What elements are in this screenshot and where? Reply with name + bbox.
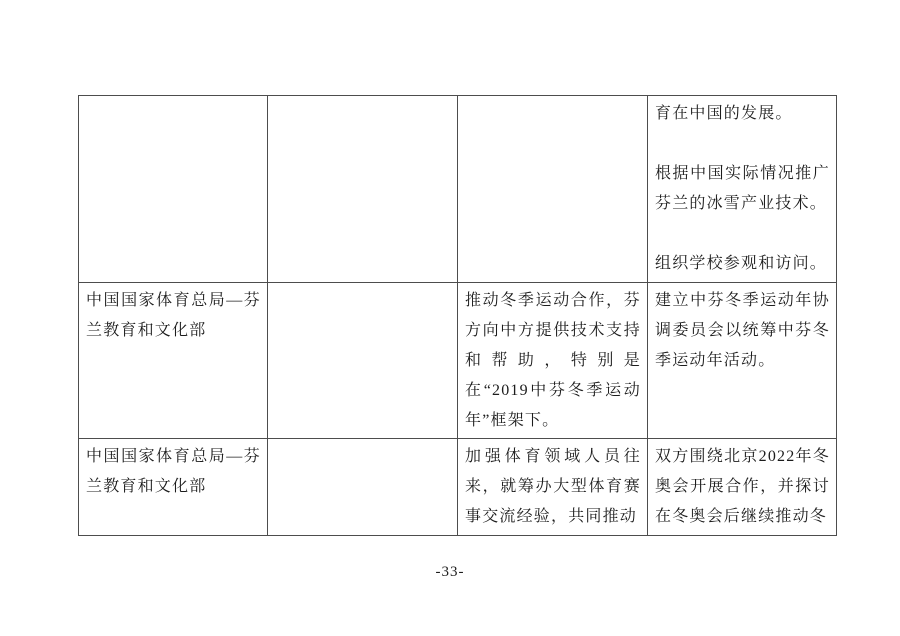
paragraph: 加强体育领域人员往来，就筹办大型体育赛事交流经验，共同推动 bbox=[465, 448, 641, 525]
cell-content bbox=[458, 283, 648, 439]
table-row bbox=[79, 283, 837, 439]
cell-parties bbox=[79, 283, 268, 439]
cell-content bbox=[648, 439, 837, 536]
table-row bbox=[79, 96, 837, 283]
cooperation-table bbox=[78, 95, 837, 536]
cell-empty bbox=[268, 283, 458, 439]
cell-content bbox=[458, 96, 648, 283]
paragraph: 根据中国实际情况推广芬兰的冰雪产业技术。 bbox=[655, 165, 830, 212]
paragraph: 双方围绕北京2022年冬奥会开展合作，并探讨在冬奥会后继续推动冬 bbox=[655, 448, 830, 525]
cell-content bbox=[648, 283, 837, 439]
cell-parties bbox=[79, 96, 268, 283]
paragraph: 建立中芬冬季运动年协调委员会以统筹中芬冬季运动年活动。 bbox=[655, 292, 830, 369]
cell-content-continued bbox=[648, 96, 837, 283]
table-row bbox=[79, 439, 837, 536]
page-number: -33- bbox=[435, 564, 465, 580]
paragraph: 中国国家体育总局—芬兰教育和文化部 bbox=[86, 448, 261, 495]
paragraph: 育在中国的发展。 bbox=[655, 105, 793, 122]
cell-empty bbox=[268, 439, 458, 536]
paragraph: 中国国家体育总局—芬兰教育和文化部 bbox=[86, 292, 261, 339]
cell-content bbox=[458, 439, 648, 536]
cell-empty bbox=[268, 96, 458, 283]
paragraph: 推动冬季运动合作，芬方向中方提供技术支持和帮助，特别是在“2019中芬冬季运动年”框架下。 bbox=[465, 292, 641, 429]
paragraph: 组织学校参观和访问。 bbox=[655, 255, 828, 272]
cell-parties bbox=[79, 439, 268, 536]
